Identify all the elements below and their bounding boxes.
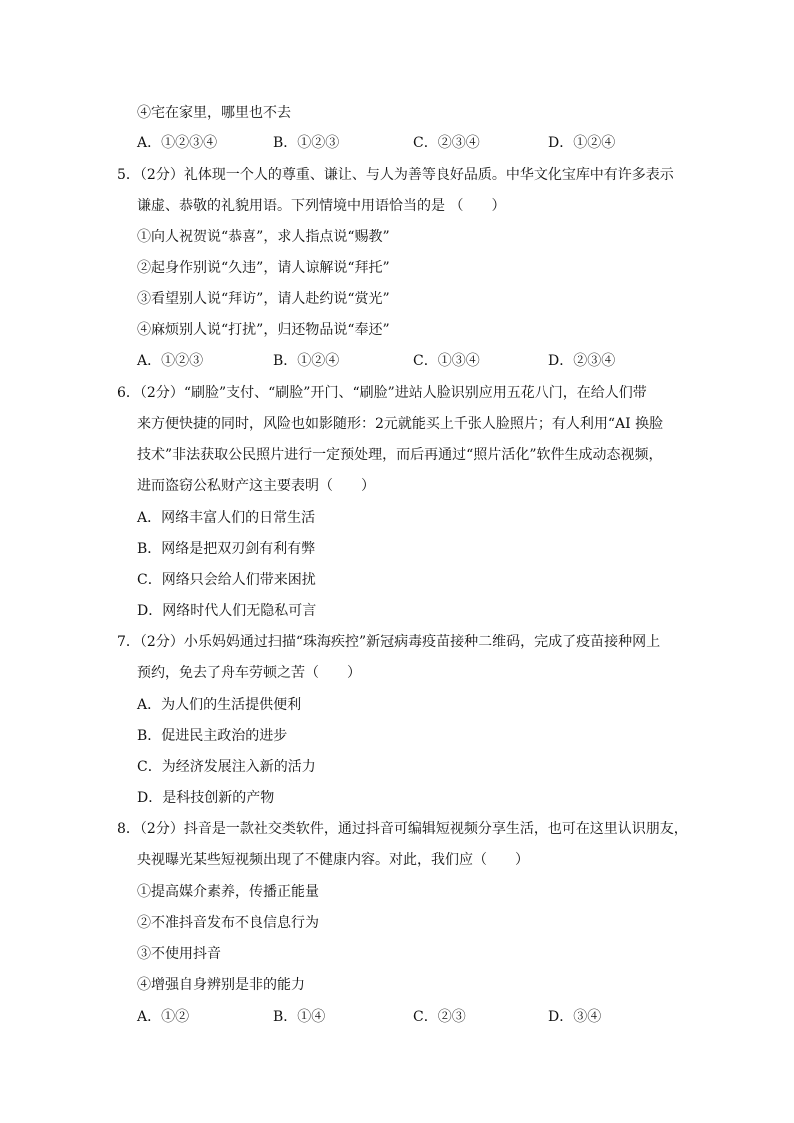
q8-choice-d: D．③④ [548,1009,602,1025]
q5-choice-c: C．①③④ [413,353,480,369]
q5-stem-line-2: 谦虚、恭敬的礼貌用语。下列情境中用语恰当的是 （ ） [137,198,506,214]
q4-choice-a: A．①②③④ [137,135,218,151]
q7-option-c: C．为经济发展注入新的活力 [137,759,316,775]
q4-choice-b: B．①②③ [273,135,340,151]
q5-choice-b: B．①②④ [273,353,340,369]
q8-choice-c: C．②③ [413,1009,466,1025]
q8-stem-line-1: 8．（2分）抖音是一款社交类软件，通过抖音可编辑短视频分享生活，也可在这里认识朋友， [117,821,688,837]
q8-item-3: ③不使用抖音 [137,946,221,962]
q8-item-4: ④增强自身辨别是非的能力 [137,977,305,993]
q4-choice-c: C．②③④ [413,135,480,151]
q7-stem-line-2: 预约，免去了舟车劳顿之苦（ ） [137,665,361,681]
q8-item-2: ②不准抖音发布不良信息行为 [137,915,319,931]
q7-option-a: A．为人们的生活提供便利 [137,697,302,713]
q6-option-a: A．网络丰富人们的日常生活 [137,510,316,526]
q5-item-2: ②起身作别说“久违”，请人谅解说“拜托” [137,260,390,276]
q6-stem-line-1: 6．（2分）“刷脸”支付、“刷脸”开门、“刷脸”进站人脸识别应用五花八门，在给人们带 [117,385,647,401]
q5-item-4: ④麻烦别人说“打扰”，归还物品说“奉还” [137,322,390,338]
q7-option-b: B．促进民主政治的进步 [137,728,288,744]
q6-option-b: B．网络是把双刃剑有利有弊 [137,541,316,557]
q5-choice-a: A．①②③ [137,353,204,369]
q6-stem-line-3: 技术”非法获取公民照片进行一定预处理，而后再通过“照片活化”软件生成动态视频， [137,447,663,463]
q5-item-1: ①向人祝贺说“恭喜”，求人指点说“赐教” [137,229,390,245]
q8-choice-b: B．①④ [273,1009,326,1025]
q4-choice-d: D．①②④ [548,135,616,151]
q6-option-d: D．网络时代人们无隐私可言 [137,603,317,619]
q6-stem-line-2: 来方便快捷的同时，风险也如影随形：2元就能买上千张人脸照片；有人利用“AI 换脸 [137,416,664,432]
q8-item-1: ①提高媒介素养，传播正能量 [137,884,319,900]
q7-stem-line-1: 7．（2分）小乐妈妈通过扫描“珠海疾控”新冠病毒疫苗接种二维码，完成了疫苗接种网上 [117,634,661,650]
q5-stem-line-1: 5．（2分）礼体现一个人的尊重、谦让、与人为善等良好品质。中华文化宝库中有许多表示 [117,167,674,183]
q4-item-4: ④宅在家里，哪里也不去 [137,105,291,121]
q5-item-3: ③看望别人说“拜访”，请人赴约说“赏光” [137,291,390,307]
q6-option-c: C．网络只会给人们带来困扰 [137,572,316,588]
q7-option-d: D．是科技创新的产物 [137,790,275,806]
q5-choice-d: D．②③④ [548,353,616,369]
q8-choice-a: A．①② [137,1009,190,1025]
q6-stem-line-4: 进而盗窃公私财产这主要表明（ ） [137,478,375,494]
q8-stem-line-2: 央视曝光某些短视频出现了不健康内容。对此，我们应（ ） [137,852,529,868]
